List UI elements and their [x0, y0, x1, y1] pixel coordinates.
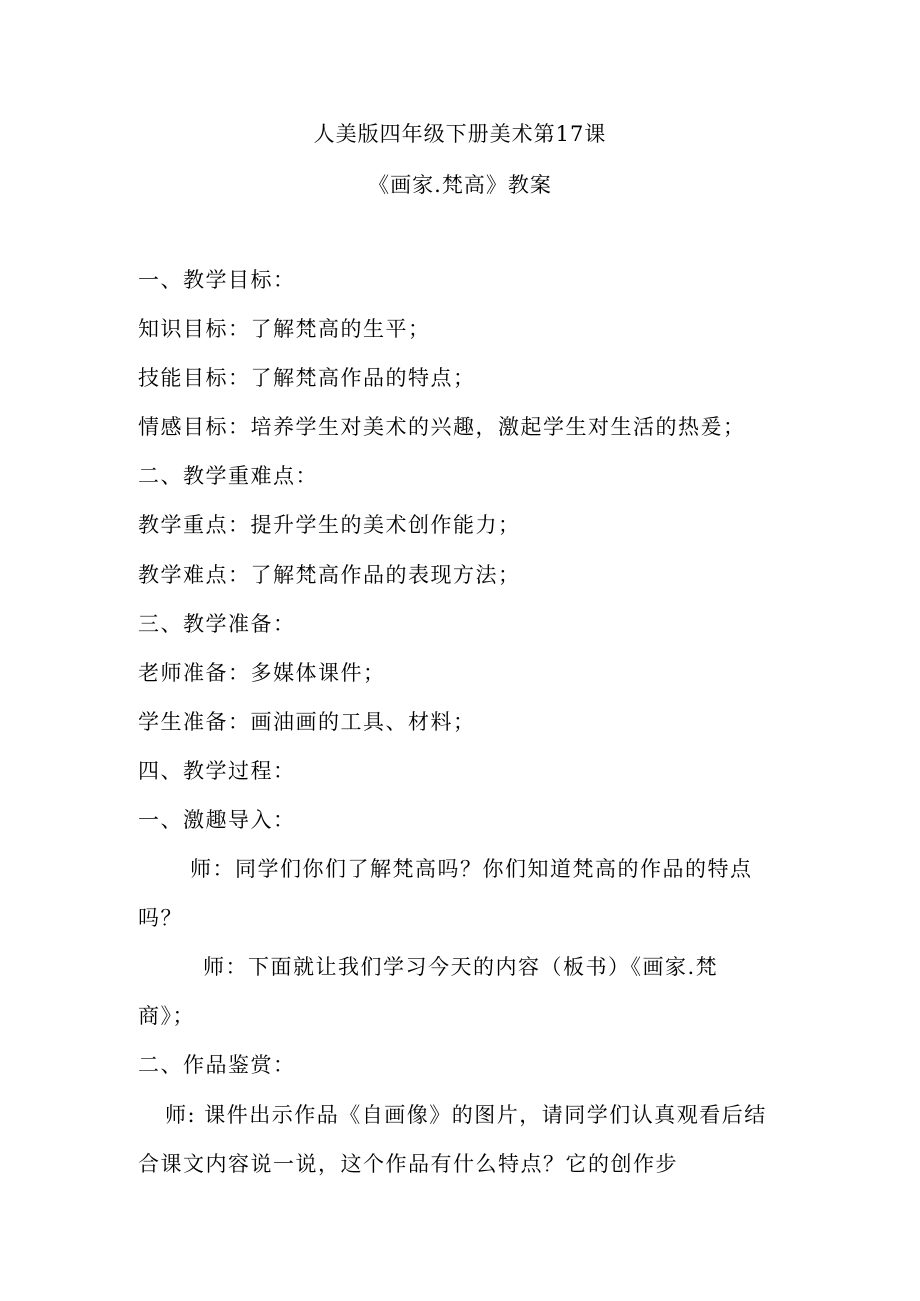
text-line: 教学难点：了解梵高作品的表现方法；: [138, 563, 521, 587]
subsection-heading-appreciation: 二、作品鉴赏：: [138, 1053, 296, 1077]
text-line: 师：下面就让我们学习今天的内容（板书）《画家.梵: [203, 955, 719, 979]
text-line: 吗？: [138, 906, 183, 930]
text-line: 学生准备：画油画的工具、材料；: [138, 710, 476, 734]
text-line: 知识目标：了解梵高的生平；: [138, 317, 431, 341]
text-line: 教学重点：提升学生的美术创作能力；: [138, 513, 521, 537]
section-heading-objectives: 一、教学目标：: [138, 268, 296, 292]
section-heading-process: 四、教学过程：: [138, 759, 296, 783]
text-line: 技能目标：了解梵高作品的特点；: [138, 366, 476, 390]
text-line: 合课文内容说一说，这个作品有什么特点？它的创作步: [138, 1152, 678, 1176]
subsection-heading-intro: 一、激趣导入：: [138, 808, 296, 832]
text-line: 老师准备：多媒体课件；: [138, 661, 386, 685]
section-heading-key-points: 二、教学重难点：: [138, 464, 318, 488]
text-line: 情感目标：培养学生对美术的兴趣，激起学生对生活的热爰；: [138, 415, 746, 439]
text-line: 商》；: [138, 1004, 195, 1028]
document-subtitle: 《画家.梵高》教案: [368, 173, 552, 197]
text-line: 师: 课件出示作品《自画像》的图片，请同学们认真观看后结: [165, 1103, 767, 1127]
text-line: 师：同学们你们了解梵高吗？你们知道梵高的作品的特点: [190, 857, 753, 881]
document-title: 人美版四年级下册美术第17课: [313, 122, 607, 146]
section-heading-preparation: 三、教学准备：: [138, 612, 296, 636]
